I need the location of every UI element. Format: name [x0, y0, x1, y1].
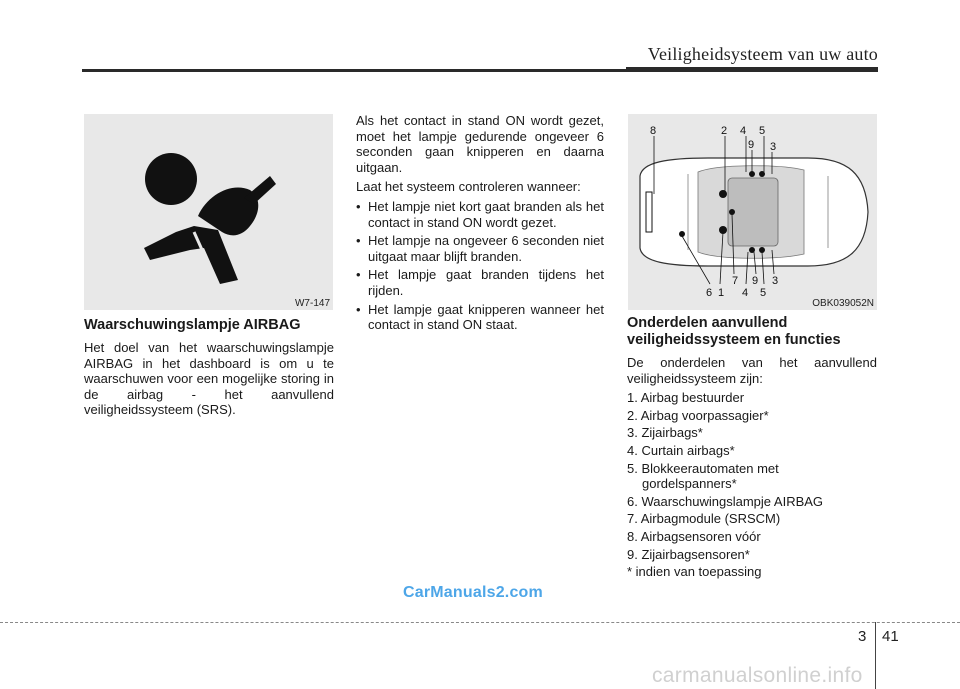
callout-label: 5 — [760, 287, 767, 299]
section-heading: Waarschuwingslampje AIRBAG — [84, 317, 301, 333]
list-item: 6. Waarschuwingslampje AIRBAG — [627, 493, 824, 509]
list-item-continuation: gordelspanners* — [642, 476, 737, 492]
figure-code: OBK039052N — [812, 298, 874, 309]
condition-list — [356, 199, 604, 333]
srs-components-figure — [628, 114, 877, 310]
callout-label: 4 — [742, 287, 749, 299]
left-column — [84, 317, 334, 422]
list-item: 1. Airbag bestuurder — [627, 390, 745, 406]
header-title: Veiligheidsysteem van uw auto — [647, 44, 878, 64]
list-item: 2. Airbag voorpassagier* — [627, 407, 769, 423]
section-number: 3 — [858, 628, 867, 645]
right-column — [627, 315, 877, 582]
list-item: • Het lampje niet kort gaat branden als het contact in stand ON wordt gezet. — [356, 198, 604, 230]
callout-label: 3 — [770, 141, 777, 153]
list-item: 3. Zijairbags* — [627, 425, 703, 441]
section-heading-line2: veiligheidssysteem en functies — [627, 332, 841, 348]
list-item: 7. Airbagmodule (SRSCM) — [627, 511, 781, 527]
figure-code: W7-147 — [294, 298, 330, 309]
airbag-warning-icon — [84, 114, 333, 310]
callout-label: 8 — [650, 125, 657, 137]
list-item: 9. Zijairbagsensoren* — [627, 546, 750, 562]
car-topview-diagram — [628, 114, 877, 310]
callout-label: 3 — [772, 275, 779, 287]
body-text: Het doel van het waarschuwingslampje AIRBAG in het dashboard is om u te waarschuwen voor een mogelijke storing in de airbag - het aanvullend veiligheidssysteem (SRS). — [84, 340, 334, 418]
callout-label: 1 — [718, 287, 725, 299]
page-number: 41 — [882, 628, 899, 645]
callout-label: 9 — [748, 139, 755, 151]
page-divider — [875, 622, 876, 689]
watermark-link[interactable]: CarManuals2.com — [403, 584, 543, 601]
footer-rule — [0, 622, 960, 623]
intro-text: De onderdelen van het aanvullend veiligheidssysteem zijn: — [627, 355, 877, 386]
list-item: • Het lampje na ongeveer 6 seconden niet uitgaat maar blijft branden. — [356, 233, 604, 264]
components-list — [627, 390, 877, 580]
header-rule-accent — [626, 67, 878, 72]
callout-label: 7 — [732, 275, 739, 287]
callout-label: 6 — [706, 287, 713, 299]
callout-label: 2 — [721, 125, 728, 137]
bullet-glyph: • — [356, 267, 361, 283]
check-label: Laat het systeem controleren wanneer: — [356, 179, 581, 195]
list-item: 4. Curtain airbags* — [627, 442, 735, 458]
callout-label: 5 — [759, 125, 766, 137]
airbag-warning-figure — [84, 114, 333, 310]
callout-label: 9 — [752, 275, 759, 287]
intro-text: Als het contact in stand ON wordt gezet, moet het lampje gedurende ongeveer 6 seconden gaan knipperen en daarna uitgaan. — [356, 113, 604, 175]
section-heading: Onderdelen aanvullend — [627, 315, 788, 331]
list-item: 5. Blokkeerautomaten met gordelspanners* — [627, 461, 877, 492]
footnote: * indien van toepassing — [627, 564, 762, 580]
list-item: 8. Airbagsensoren vóór — [627, 528, 761, 544]
bullet-glyph: • — [356, 198, 361, 214]
middle-column — [356, 113, 604, 336]
footer-watermark: carmanualsonline.info — [652, 664, 863, 687]
callout-label: 4 — [740, 125, 747, 137]
list-item: • Het lampje gaat knipperen wanneer het contact in stand ON staat. — [356, 301, 604, 333]
list-item: • Het lampje gaat branden tijdens het rijden. — [356, 267, 604, 298]
bullet-glyph: • — [356, 233, 361, 249]
bullet-glyph: • — [356, 301, 361, 317]
